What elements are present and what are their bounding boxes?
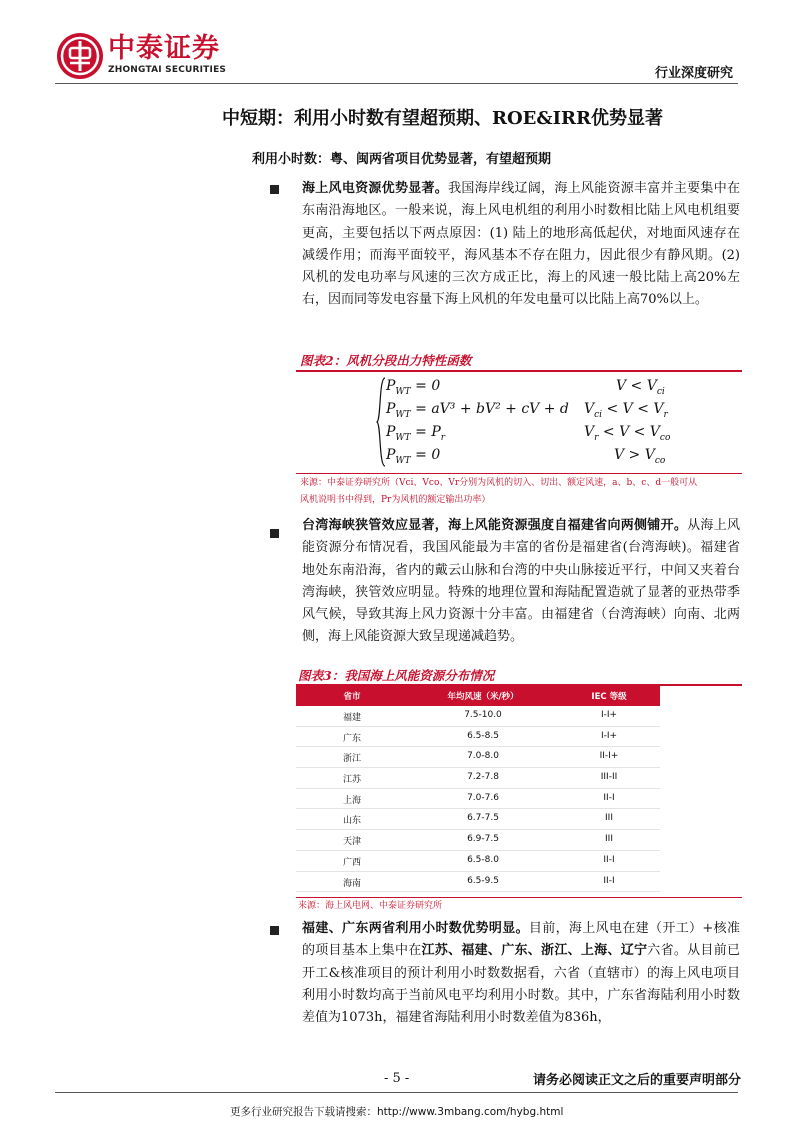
table-row: 山东 6.7-7.5 III — [296, 809, 660, 830]
formula-row: $P_{WT} = 0$ $V < V_{ci}$ — [386, 378, 665, 397]
table-row: 上海 7.0-7.6 II-I — [296, 789, 660, 810]
figure2-bottom-rule — [296, 473, 742, 474]
paragraph-body: 六省。从目前已开工&核准项目的预计利用小时数数据看，六省（直辖市）的海上风电项目利用小时数均高于当前风电平均利用小时数。其中，广东省海陆利用小时数差值为1073h，福建省海陆利用小时数差值为836h， — [302, 943, 740, 1026]
column-header: IEC 等级 — [591, 692, 627, 702]
figure2-top-rule — [296, 370, 742, 372]
formula-row: $P_{WT} = P_r$ $V_r < V < V_{co}$ — [386, 424, 671, 443]
page-header — [0, 0, 793, 80]
footer-divider — [55, 1092, 738, 1093]
figure2-title: 图表2：风机分段出力特性函数 — [300, 353, 472, 368]
table-row: 海南 6.5-9.5 II-I — [296, 872, 660, 893]
sub-title: 利用小时数：粤、闽两省项目优势显著，有望超预期 — [252, 152, 552, 167]
power-curve-formula — [376, 376, 676, 468]
column-header: 省市 — [343, 692, 361, 702]
page-number: - 5 - — [384, 1071, 410, 1086]
zhongtai-logo-icon — [57, 33, 103, 79]
figure3-source: 来源：海上风电网、中泰证券研究所 — [298, 901, 443, 911]
table-row: 江苏 7.2-7.8 III-II — [296, 768, 660, 789]
disclaimer-notice: 请务必阅读正文之后的重要声明部分 — [532, 1073, 741, 1088]
logo-english-text: ZHONGTAI SECURITIES — [108, 65, 227, 75]
paragraph-lead: 海上风电资源优势显著。 — [302, 181, 449, 196]
formula-row: $P_{WT} = 0$ $V > V_{co}$ — [386, 447, 666, 466]
paragraph-body: 从海上风能资源分布情况看，我国风能最为丰富的省份是福建省(台湾海峡)。福建省地处东南沿海，省内的戴云山脉和台湾的中央山脉接近平行，中间又夹着台湾海峡，狭管效应明显。特殊的地理位置和海陆配置造就了显著的亚热带季风气候，导致其海上风力资源十分丰富。由福建省（台湾海峡）向南、北两侧，海上风能资源大致呈现递减趋势。 — [302, 518, 740, 645]
logo-chinese-text: 中泰证券 — [108, 33, 220, 64]
wind-resource-table — [296, 686, 660, 892]
table-row: 浙江 7.0-8.0 II-I+ — [296, 747, 660, 768]
paragraph-taiwan-strait — [302, 515, 740, 649]
table-row: 天津 6.9-7.5 III — [296, 830, 660, 851]
bullet-icon — [270, 185, 279, 194]
left-brace-icon — [376, 376, 386, 468]
province-list: 江苏、福建、广东、浙江、上海、辽宁 — [421, 943, 648, 959]
paragraph-fujian-guangdong — [302, 918, 740, 1029]
paragraph-offshore-resource — [302, 178, 740, 312]
report-type-label: 行业深度研究 — [654, 66, 733, 81]
paragraph-lead: 福建、广东两省利用小时数优势明显。 — [302, 921, 529, 936]
figure3-title: 图表3：我国海上风能资源分布情况 — [298, 668, 495, 683]
download-link[interactable]: 更多行业研究报告下载请搜索：http://www.3mbang.com/hybg.html — [230, 1106, 564, 1118]
section-title: 中短期：利用小时数有望超预期、ROE&IRR优势显著 — [222, 108, 663, 129]
table-row: 广西 6.5-8.0 II-I — [296, 851, 660, 872]
formula-row: $P_{WT} = aV^3 + bV^2$ + cV + d $V_{ci} < V < V_r$ — [386, 401, 668, 420]
paragraph-body: 目前，海上风电在建（开工）+核准的项目基本上集中在 — [302, 921, 740, 959]
bullet-icon — [270, 926, 279, 935]
table-row: 福建 7.5-10.0 I-I+ — [296, 706, 660, 727]
table-row: 广东 6.5-8.5 I-I+ — [296, 727, 660, 748]
header-divider — [55, 83, 738, 84]
figure2-source: 来源：中泰证券研究所（Vci、Vco、Vr分别为风机的切入、切出、额定风速，a、b、c、d一般可从 风机说明书中得到，Pr为风机的额定输出功率） — [300, 478, 698, 505]
column-header: 年均风速（米/秒） — [447, 692, 519, 702]
paragraph-lead: 台湾海峡狭管效应显著，海上风能资源强度自福建省向两侧铺开。 — [302, 518, 688, 533]
paragraph-body: 我国海岸线辽阔，海上风能资源丰富并主要集中在东南沿海地区。一般来说，海上风电机组的利用小时数相比陆上风电机组要更高，主要包括以下两点原因：(1) 陆上的地形高低起伏，对地面风速存在减缓作用；而海平面较平，海风基本不存在阻力，因此很少有静风期。(2) 风机的发电功率与风速的三次方成正比，海上的风速一般比陆上高20%左右，因而同等发电容量下海上风机的年发电量可以比陆上高70%以上。 — [302, 181, 740, 308]
table-header — [296, 686, 660, 706]
bullet-icon — [270, 529, 279, 538]
